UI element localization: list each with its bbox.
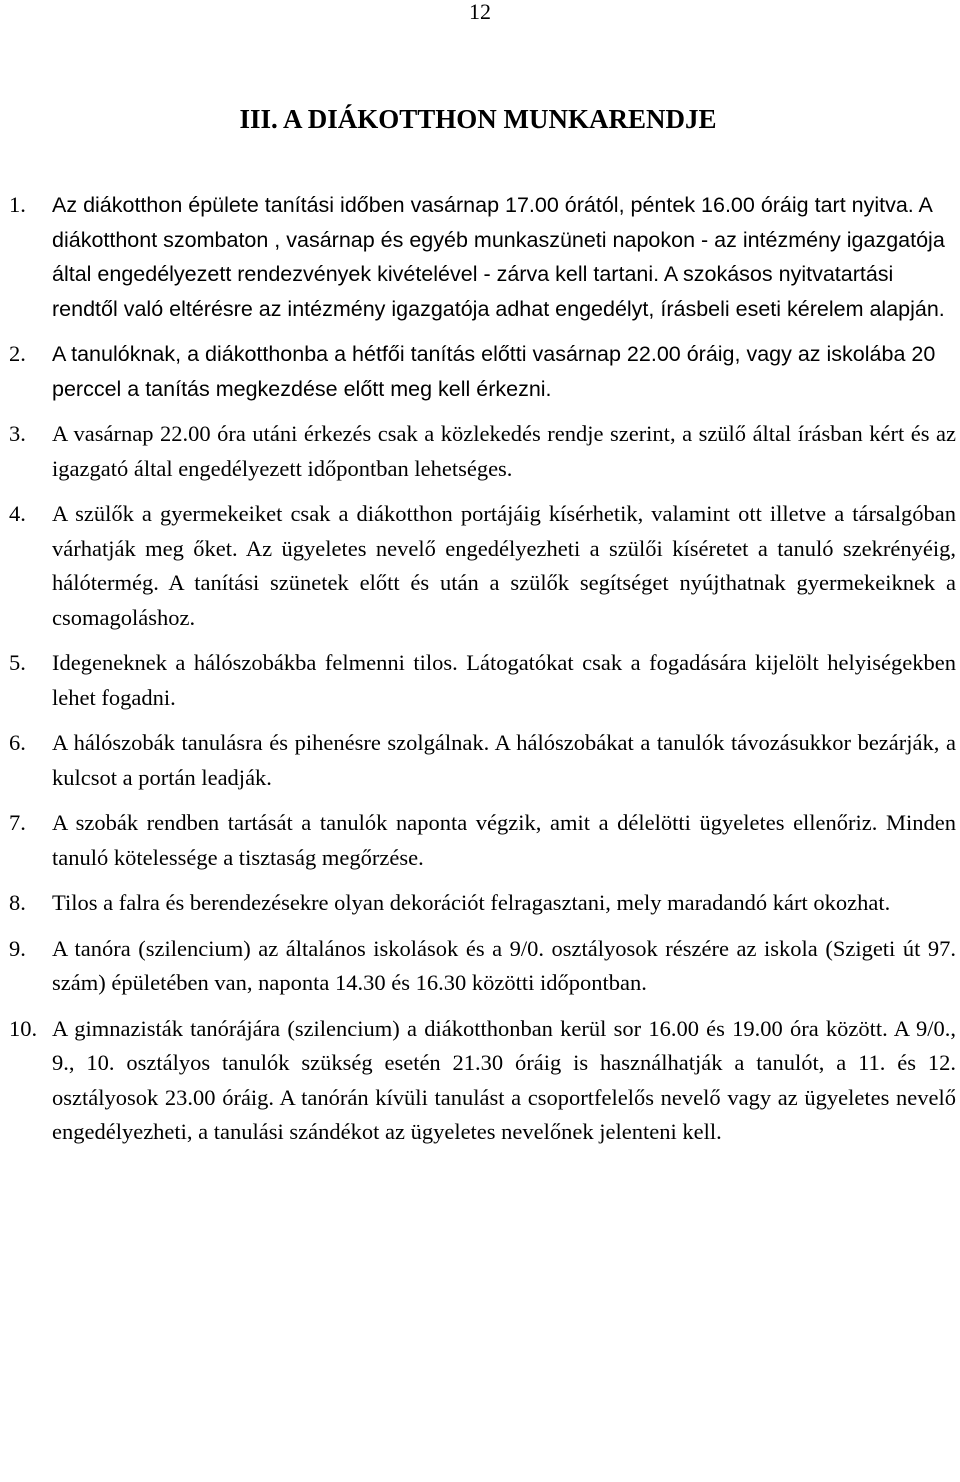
- list-item-text: A tanóra (szilencium) az általános iskolások és a 9/0. osztályosok részére az iskola (Szigeti út 97. szám) épületében van, naponta 14.30 és 16.30 közötti időpontban.: [52, 935, 956, 995]
- list-item-text: Idegeneknek a hálószobákba felmenni tilos. Látogatókat csak a fogadására kijelölt helyiségekben lehet fogadni.: [52, 650, 956, 710]
- list-item-number: 4.: [9, 501, 26, 526]
- list-item-5: [0, 646, 960, 715]
- page-number: 12: [469, 0, 491, 24]
- list-item-number: 5.: [9, 650, 26, 675]
- list-item-3: [0, 417, 960, 486]
- list-item-text: A szobák rendben tartását a tanulók naponta végzik, amit a délelötti ügyeletes ellenőriz. Minden tanuló kötelessége a tisztaság megőrzése.: [52, 810, 956, 870]
- list-item-number: 8.: [9, 890, 26, 915]
- list-item-7: [0, 806, 960, 875]
- list-item-text: A vasárnap 22.00 óra utáni érkezés csak a közlekedés rendje szerint, a szülő által írásban kért és az igazgató által engedélyezett időpontban lehetséges.: [52, 421, 956, 481]
- list-item-2: [0, 337, 960, 406]
- list-item-number: 9.: [9, 935, 26, 961]
- list-item-8: [0, 886, 960, 921]
- list-item-number: 2.: [9, 341, 26, 366]
- list-item-text: Tilos a falra és berendezésekre olyan dekorációt felragasztani, mely maradandó kárt okozhat.: [52, 890, 891, 915]
- list-item-number: 1.: [9, 192, 26, 217]
- list-item-text: Az diákotthon épülete tanítási időben vasárnap 17.00 órától, péntek 16.00 óráig tart nyitva. A diákotthont szombaton , vasárnap és egyéb munkaszüneti napokon - az intézmény igazgatója által engedélyezett rendezvények kivételével - zárva kell tartani. A szokásos nyitvatartási rendtől való eltérésre az intézmény igazgatója adhat engedélyt, írásbeli eseti kérelem alapján.: [52, 193, 945, 321]
- list-item-text: A hálószobák tanulásra és pihenésre szolgálnak. A hálószobákat a tanulók távozásukkor bezárják, a kulcsot a portán leadják.: [52, 730, 956, 790]
- list-item-number: 7.: [9, 810, 26, 835]
- list-item-text: A szülők a gyermekeiket csak a diákotthon portájáig kísérhetik, valamint ott illetve a társalgóban várhatják meg őket. Az ügyeletes nevelő engedélyezheti a szülői kíséretet a tanuló szekrényéig, hálótermég. A tanítási szünetek előtt és után a szülők segítséget nyújthatnak gyermekeiknek a csomagoláshoz.: [52, 501, 956, 630]
- list-item-6: [0, 726, 960, 795]
- list-item-10: [0, 1012, 960, 1150]
- list-item-number: 6.: [9, 730, 26, 755]
- rules-list: [0, 188, 960, 1161]
- list-item-number: 10.: [9, 1015, 38, 1041]
- list-item-text: A gimnazisták tanórájára (szilencium) a diákotthonban kerül sor 16.00 és 19.00 óra között. A 9/0., 9., 10. osztályos tanulók szükség esetén 21.30 óráig is használhatják a tanulót, a 11. és 12. osztályosok 23.00 óráig. A tanórán kívüli tanulást a csoportfelelős nevelő vagy az ügyeletes nevelő engedélyezheti, a tanulási szándékot az ügyeletes nevelőnek jelenteni kell.: [52, 1015, 956, 1144]
- section-title: III. A DIÁKOTTHON MUNKARENDJE: [239, 104, 717, 134]
- list-item-number: 3.: [9, 421, 26, 446]
- list-item-1: [0, 188, 960, 326]
- list-item-text: A tanulóknak, a diákotthonba a hétfői tanítás előtti vasárnap 22.00 óráig, vagy az iskolába 20 perccel a tanítás megkezdése előtt meg kell érkezni.: [52, 342, 936, 401]
- list-item-9: [0, 932, 960, 1001]
- list-item-4: [0, 497, 960, 635]
